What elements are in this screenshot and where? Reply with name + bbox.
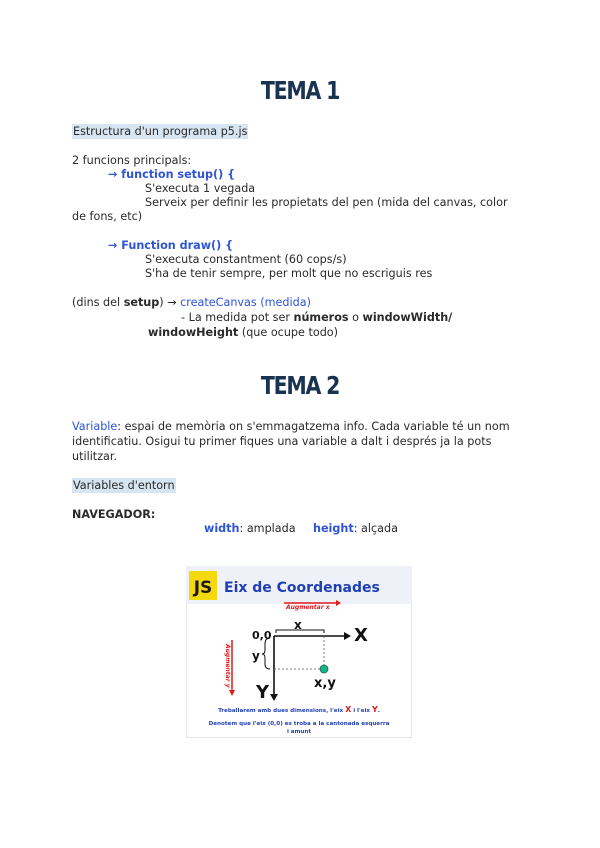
height-word: height [313, 522, 354, 535]
augment-x-label: Augmentar x [286, 604, 330, 611]
point-marker [320, 665, 328, 673]
browser-label: NAVEGADOR: [72, 508, 156, 521]
figure-caption-3: i amunt [286, 729, 312, 735]
canvas-prefix: (dins del [72, 296, 124, 309]
measure-window-height: windowHeight [148, 326, 239, 339]
variable-def-text: : espai de memòria on s'emmagatzema info. Cada variable té un nom [117, 420, 510, 433]
env-variables-heading [72, 479, 176, 493]
height-item [313, 522, 398, 536]
measure-line [181, 311, 452, 325]
width-word: width [204, 522, 240, 535]
measure-or: o [348, 311, 363, 324]
env-variables-highlight: Variables d'entorn [73, 479, 175, 492]
tema2-title: TEMA 2 [260, 371, 340, 400]
coordinate-axis-figure [186, 566, 412, 738]
intro-line: 2 funcions principals: [72, 154, 192, 167]
canvas-arrow: ) → [159, 296, 181, 309]
canvas-setup-word: setup [123, 296, 160, 309]
origin-label: 0,0 [252, 629, 272, 642]
create-canvas-fn: createCanvas (medida) [180, 296, 311, 309]
figure-heading: Eix de Coordenades [224, 580, 380, 596]
variable-def-2: identificatiu. Osigui tu primer fiques una variable a dalt i després ja la pots [72, 435, 492, 448]
js-logo: JS [193, 578, 213, 598]
measure-line-2 [148, 326, 338, 340]
draw-desc-2: S'ha de tenir sempre, per molt que no escriguis res [145, 267, 433, 280]
draw-desc-1: S'executa constantment (60 cops/s) [145, 253, 347, 266]
structure-heading [72, 125, 248, 139]
measure-prefix: - La medida pot ser [181, 311, 294, 324]
point-label: x,y [314, 676, 336, 691]
caption1-pre: Treballarem amb dues dimensions, l'eix [218, 708, 346, 714]
augment-y-label: Augmentar y [224, 644, 231, 688]
tema1-title: TEMA 1 [260, 76, 340, 105]
width-desc: : amplada [239, 522, 296, 535]
figure-caption-2: Denotem que l'eix (0,0) es troba a la cantonada esquerra [208, 721, 390, 727]
measure-suffix: (que ocupe todo) [238, 326, 339, 339]
setup-desc-2: Serveix per definir les propietats del pen (mida del canvas, color [145, 196, 508, 209]
x-axis-label: X [354, 625, 368, 646]
measure-numbers: números [293, 311, 349, 324]
caption1-y: Y [371, 705, 378, 714]
width-item [204, 522, 296, 536]
draw-function-line: → Function draw() { [108, 239, 234, 252]
setup-desc-1: S'executa 1 vegada [145, 182, 256, 195]
caption1-end: . [377, 708, 380, 714]
variable-word: Variable [72, 420, 118, 433]
setup-function-line: → function setup() { [108, 168, 236, 181]
y-axis-label: Y [256, 682, 270, 703]
structure-highlight: Estructura d'un programa p5.js [73, 125, 248, 138]
create-canvas-line [72, 296, 311, 310]
setup-desc-2-cont: de fons, etc) [72, 210, 143, 223]
measure-window-width: windowWidth/ [362, 311, 453, 324]
x-distance-label: x [294, 618, 302, 632]
caption1-mid: i l'eix [351, 708, 372, 714]
variable-def-3: utilitzar. [72, 450, 118, 463]
y-distance-label: y [252, 649, 260, 663]
caption1-x: X [345, 705, 352, 714]
variable-def-1 [72, 420, 510, 434]
height-desc: : alçada [353, 522, 398, 535]
